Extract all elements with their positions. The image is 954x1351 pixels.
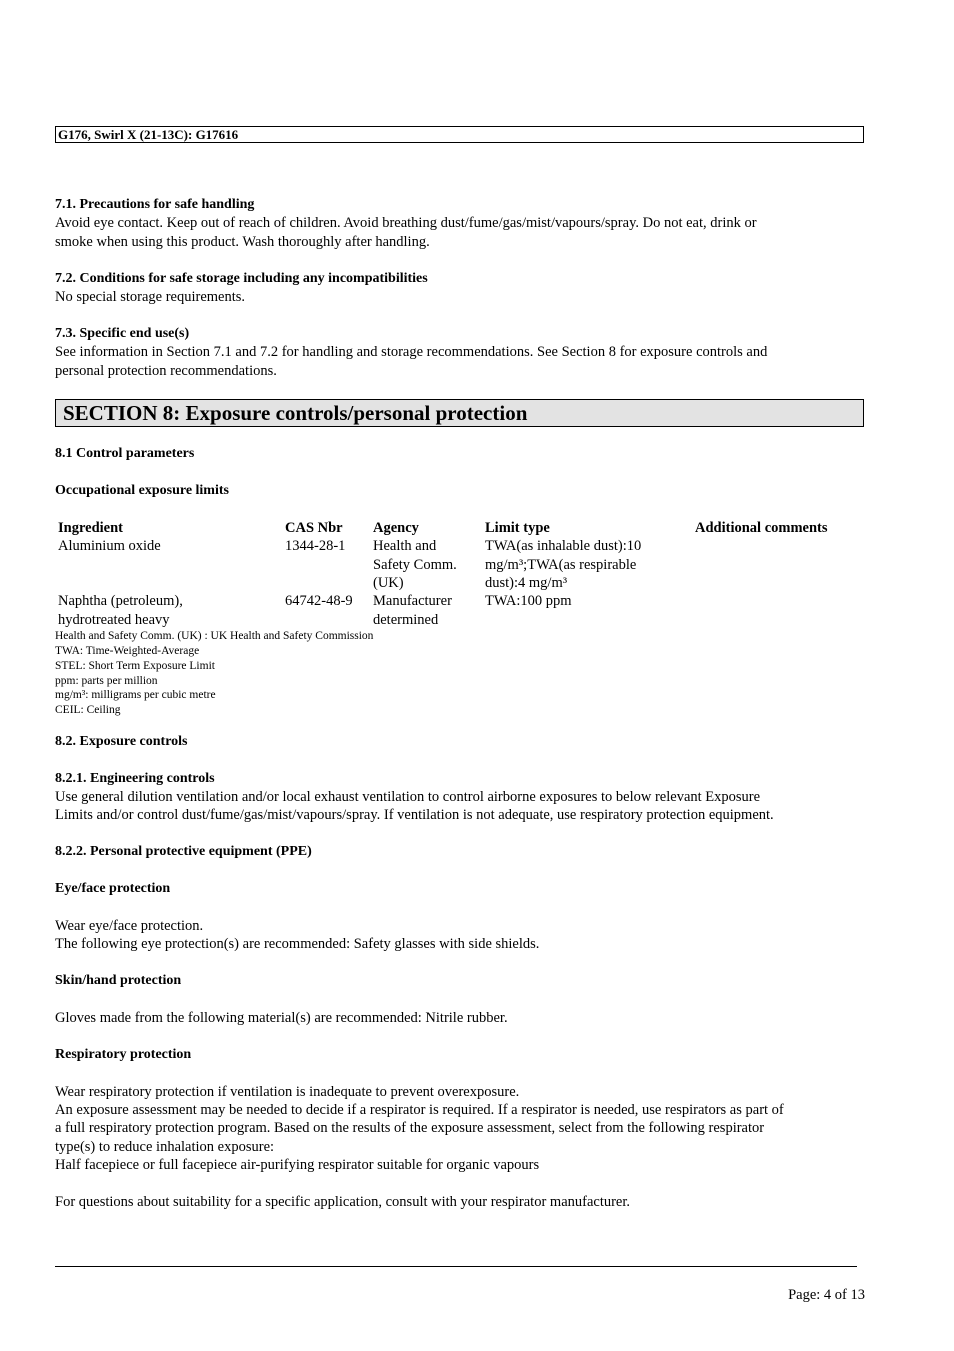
- respiratory-line3: a full respiratory protection program. Based on the results of the exposure assessment, select from the following respirator: [55, 1120, 765, 1136]
- table-header-limit-type: Limit type: [485, 520, 550, 536]
- section-7-3-text-line1: See information in Section 7.1 and 7.2 for handling and storage recommendations. See Section 8 for exposure controls and: [55, 344, 768, 360]
- respiratory-line2: An exposure assessment may be needed to decide if a respirator is required. If a respirator is needed, use respirators as part of: [55, 1102, 784, 1118]
- legend-line: CEIL: Ceiling: [55, 704, 121, 716]
- page-number: Page: 4 of 13: [788, 1287, 865, 1303]
- footer-divider: [55, 1266, 857, 1267]
- cell-ingredient: Aluminium oxide: [58, 538, 161, 554]
- section-8-2-heading: 8.2. Exposure controls: [55, 734, 188, 749]
- section-7-1-text-line1: Avoid eye contact. Keep out of reach of children. Avoid breathing dust/fume/gas/mist/vapours/spray. Do not eat, drink or: [55, 215, 757, 231]
- document-header: G176, Swirl X (21-13C): G17616: [55, 126, 864, 143]
- cell-agency: determined: [373, 612, 439, 628]
- cell-cas: 64742-48-9: [285, 593, 353, 609]
- respiratory-line5: Half facepiece or full facepiece air-purifying respirator suitable for organic vapours: [55, 1157, 540, 1173]
- skin-protection-heading: Skin/hand protection: [55, 973, 182, 988]
- cell-limit: mg/m³;TWA(as respirable: [485, 557, 637, 573]
- cell-limit: TWA:100 ppm: [485, 593, 572, 609]
- cell-ingredient: Naphtha (petroleum),: [58, 593, 183, 609]
- section-7-1-text-line2: smoke when using this product. Wash thoroughly after handling.: [55, 234, 430, 250]
- skin-protection-line1: Gloves made from the following material(s) are recommended: Nitrile rubber.: [55, 1010, 508, 1026]
- legend-line: ppm: parts per million: [55, 675, 158, 687]
- legend-line: mg/m³: milligrams per cubic metre: [55, 689, 216, 701]
- section-8-title: SECTION 8: Exposure controls/personal protection: [55, 399, 864, 427]
- table-header-agency: Agency: [373, 520, 419, 536]
- cell-limit: dust):4 mg/m³: [485, 575, 568, 591]
- engineering-text-line1: Use general dilution ventilation and/or local exhaust ventilation to control airborne exposures to below relevant Exposure: [55, 789, 761, 805]
- legend-line: STEL: Short Term Exposure Limit: [55, 660, 215, 672]
- table-header-ingredient: Ingredient: [58, 520, 123, 536]
- table-header-comments: Additional comments: [695, 520, 828, 536]
- eye-protection-line1: Wear eye/face protection.: [55, 918, 204, 934]
- engineering-text-line2: Limits and/or control dust/fume/gas/mist/vapours/spray. If ventilation is not adequate, use respiratory protection equipment.: [55, 807, 774, 823]
- respiratory-protection-heading: Respiratory protection: [55, 1047, 192, 1062]
- respiratory-line6: For questions about suitability for a specific application, consult with your respirator manufacturer.: [55, 1194, 631, 1210]
- section-8-2-1-heading: 8.2.1. Engineering controls: [55, 771, 215, 786]
- table-header-cas: CAS Nbr: [285, 520, 343, 536]
- cell-agency: (UK): [373, 575, 404, 591]
- section-7-2-text: No special storage requirements.: [55, 289, 246, 305]
- legend-line: TWA: Time-Weighted-Average: [55, 645, 200, 657]
- section-7-3-heading: 7.3. Specific end use(s): [55, 326, 190, 341]
- cell-agency: Safety Comm.: [373, 557, 457, 573]
- cell-limit: TWA(as inhalable dust):10: [485, 538, 642, 554]
- cell-ingredient: hydrotreated heavy: [58, 612, 170, 628]
- cell-agency: Manufacturer: [373, 593, 452, 609]
- respiratory-line1: Wear respiratory protection if ventilation is inadequate to prevent overexposure.: [55, 1084, 520, 1100]
- section-7-3-text-line2: personal protection recommendations.: [55, 363, 277, 379]
- cell-cas: 1344-28-1: [285, 538, 346, 554]
- oel-subheading: Occupational exposure limits: [55, 483, 229, 498]
- eye-protection-line2: The following eye protection(s) are recommended: Safety glasses with side shields.: [55, 936, 540, 952]
- section-8-2-2-heading: 8.2.2. Personal protective equipment (PPE): [55, 844, 312, 859]
- legend-line: Health and Safety Comm. (UK) : UK Health and Safety Commission: [55, 630, 374, 642]
- section-8-1-heading: 8.1 Control parameters: [55, 446, 195, 461]
- eye-protection-heading: Eye/face protection: [55, 881, 171, 896]
- section-7-1-heading: 7.1. Precautions for safe handling: [55, 197, 255, 212]
- cell-agency: Health and: [373, 538, 437, 554]
- section-7-2-heading: 7.2. Conditions for safe storage including any incompatibilities: [55, 271, 428, 286]
- respiratory-line4: type(s) to reduce inhalation exposure:: [55, 1139, 275, 1155]
